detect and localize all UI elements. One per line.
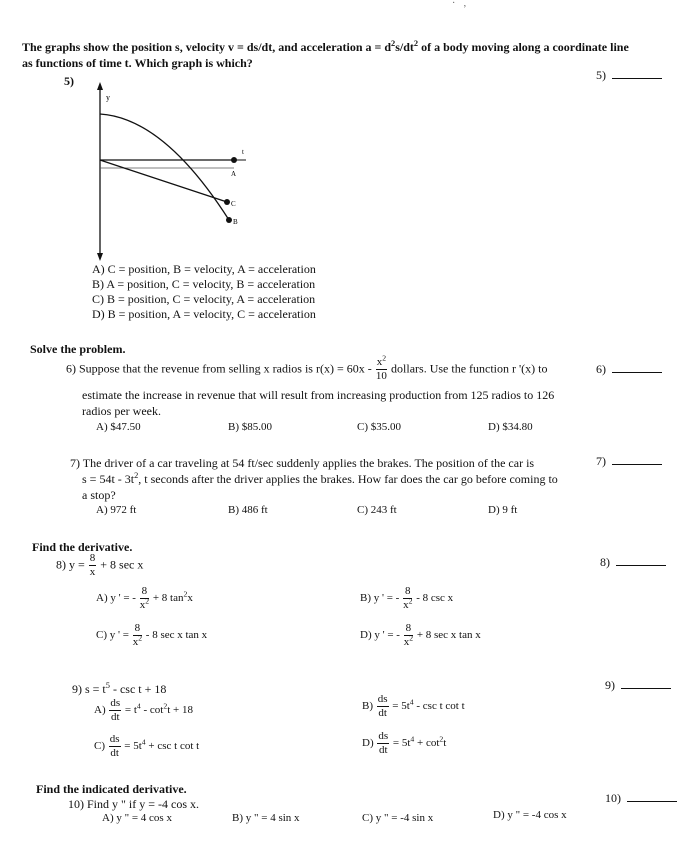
q5-graph (84, 82, 264, 264)
q8-choice-c-num: 8 (134, 622, 141, 634)
q6-fraction (375, 353, 387, 382)
q9-choice-d-mid: + cot (414, 737, 440, 750)
q8-choice-a-label: A) y ' = - (96, 592, 136, 605)
q9-choice-d-sup1: 4 (410, 734, 415, 744)
graph-y-arrow-bottom (97, 253, 103, 261)
q5-choice-c[interactable]: C) B = position, C = velocity, A = acceleration (92, 292, 316, 306)
q9-choice-a-post: t + 18 (167, 704, 193, 717)
q9-choice-b-label: B) (362, 700, 373, 713)
graph-y-arrow-top (97, 82, 103, 90)
header-sup2: 2 (413, 39, 419, 48)
q5-choice-a[interactable]: A) C = position, B = velocity, A = acceleration (92, 262, 316, 276)
q5-answer-blank[interactable] (612, 68, 662, 79)
q8-choice-a-den-sup: 2 (145, 596, 150, 606)
q9-choice-a-sup1: 4 (136, 701, 141, 711)
q7-line1: 7) The driver of a car traveling at 54 ft/sec suddenly applies the brakes. The position of the car is (70, 456, 535, 470)
q7-choice-d[interactable]: D) 9 ft (488, 504, 518, 516)
q9-choice-a-sup2: 2 (163, 701, 168, 711)
q9-choice-a[interactable] (94, 698, 193, 723)
q6-choice-b[interactable]: B) $85.00 (228, 421, 272, 433)
q10-choice-d[interactable]: D) y " = -4 cos x (493, 809, 567, 821)
q8-choice-c-fraction (133, 623, 142, 648)
q8-label: 8) y = (56, 557, 85, 572)
graph-y-label: y (106, 93, 110, 102)
q8-answer-blank[interactable] (616, 555, 666, 566)
q8-choice-a-num: 8 (141, 585, 148, 597)
graph-label-b: B (233, 218, 238, 226)
q9-choice-a-fraction (109, 698, 121, 723)
section-indicated-heading: Find the indicated derivative. (36, 782, 187, 796)
q9-choice-c-sup1: 4 (141, 737, 146, 747)
q5-choice-b[interactable]: B) A = position, C = velocity, B = acceleration (92, 277, 316, 291)
q6-answer-slot (596, 362, 662, 377)
q7-line2 (82, 472, 558, 487)
q5-number: 5) (64, 74, 74, 88)
q9-choice-d-fraction (377, 731, 389, 756)
q8-choice-c-den: x (132, 636, 139, 648)
q8-choice-b-tail: - 8 csc x (416, 592, 454, 605)
q8-choice-b-den-sup: 2 (408, 596, 413, 606)
q9-answer-slot (605, 678, 671, 693)
q8-choice-a-tail-sup: 2 (183, 589, 188, 599)
q8-choice-d[interactable] (360, 623, 481, 648)
q9-stem-post: - csc t + 18 (109, 682, 167, 696)
q8-choice-b-den: x (403, 599, 409, 611)
q8-frac-num: 8 (89, 552, 96, 564)
q9-choice-c-label: C) (94, 740, 105, 753)
q8-frac-den: x (89, 566, 96, 578)
q8-choice-b[interactable] (360, 586, 453, 611)
q8-stem (56, 553, 143, 578)
graph-dot-c (224, 199, 230, 205)
q6-text-post: dollars. Use the function r '(x) to (391, 361, 548, 376)
q7-line2-pre: s = 54t - 3t (82, 472, 135, 486)
graph-t-label: t (242, 148, 244, 156)
header-text-mid: s/dt (395, 40, 414, 54)
q9-choice-c-fraction (109, 734, 121, 759)
q7-line3: a stop? (82, 488, 116, 502)
q9-choice-c-pre: = 5t (124, 740, 142, 753)
q8-choice-b-fraction (403, 586, 412, 611)
q9-stem-pre: 9) s = t (72, 682, 106, 696)
q6-frac-den: 10 (375, 370, 387, 382)
q9-stem (72, 682, 166, 697)
q9-choice-a-pre: = t (124, 704, 137, 717)
q9-choice-a-label: A) (94, 704, 106, 717)
q8-choice-c[interactable] (96, 623, 207, 648)
q9-choice-b-sup1: 4 (409, 697, 414, 707)
q9-choice-a-den: dt (110, 711, 120, 723)
q8-answer-slot (600, 555, 666, 570)
q9-answer-blank[interactable] (621, 678, 671, 689)
q6-line2: estimate the increase in revenue that will result from increasing production from 125 radios to 126 (82, 388, 555, 402)
q10-choice-c[interactable]: C) y " = -4 sin x (362, 812, 434, 824)
q5-choice-d[interactable]: D) B = position, A = velocity, C = acceleration (92, 307, 316, 321)
q7-line2-sup: 2 (134, 471, 139, 480)
q6-choice-c[interactable]: C) $35.00 (357, 421, 401, 433)
q9-choice-c[interactable] (94, 734, 199, 759)
q8-tail: + 8 sec x (100, 557, 144, 572)
q6-frac-num-sup: 2 (382, 353, 387, 363)
q8-choice-d-tail: + 8 sec x tan x (416, 629, 481, 642)
q8-choice-a-tail-pre: + 8 tan (152, 592, 184, 605)
q6-frac-num: x (376, 356, 383, 368)
graph-label-a: A (231, 170, 237, 178)
q8-choice-b-num: 8 (405, 585, 411, 597)
q9-choice-b[interactable] (362, 694, 465, 719)
header-text-post: of a body moving along a coordinate line (418, 40, 629, 54)
page-header-line1 (22, 40, 629, 55)
q8-choice-a[interactable] (96, 586, 193, 611)
q8-choice-c-den-sup: 2 (138, 633, 143, 643)
q7-answer-slot (596, 454, 662, 469)
q9-choice-b-num: ds (377, 693, 388, 705)
page-header-line2: as functions of time t. Which graph is which? (22, 56, 253, 70)
q8-answer-number: 8) (600, 555, 610, 569)
q6-answer-blank[interactable] (612, 362, 662, 373)
q9-choice-a-mid: - cot (140, 704, 164, 717)
q10-stem: 10) Find y " if y = -4 cos x. (68, 797, 199, 811)
q6-choice-d[interactable]: D) $34.80 (488, 421, 533, 433)
header-sup1: 2 (391, 39, 396, 48)
section-solve-heading: Solve the problem. (30, 342, 126, 356)
q8-choice-c-label: C) y ' = (96, 629, 129, 642)
q5-answer-number: 5) (596, 68, 606, 82)
q9-choice-c-den: dt (110, 747, 119, 759)
q8-choice-a-fraction (140, 586, 149, 611)
q9-choice-d[interactable] (362, 731, 446, 756)
q8-choice-b-label: B) y ' = - (360, 592, 400, 605)
q9-choice-a-num: ds (110, 697, 121, 709)
q9-choice-b-pre: = 5t (392, 700, 410, 713)
q6-answer-number: 6) (596, 362, 606, 376)
q9-choice-b-den: dt (378, 707, 387, 719)
q9-choice-b-post: - csc t cot t (413, 700, 465, 713)
q9-choice-b-fraction (377, 694, 389, 719)
q7-line2-post: , t seconds after the driver applies the brakes. How far does the car go before coming to (138, 472, 558, 486)
q6-line1 (66, 353, 548, 382)
stray-mark: · ˙ , (452, 0, 467, 9)
q8-choice-d-fraction (404, 623, 413, 648)
q7-choice-c[interactable]: C) 243 ft (357, 504, 397, 516)
q9-choice-d-den: dt (378, 744, 388, 756)
q9-choice-d-num: ds (378, 730, 389, 742)
q7-choice-b[interactable]: B) 486 ft (228, 504, 268, 516)
q7-answer-blank[interactable] (612, 454, 662, 465)
q8-choice-d-num: 8 (405, 622, 412, 634)
q10-answer-slot (605, 791, 677, 806)
q9-choice-c-post: + csc t cot t (145, 740, 200, 753)
q6-choice-a[interactable]: A) $47.50 (96, 421, 141, 433)
q9-choice-d-sup2: 2 (439, 734, 444, 744)
q7-answer-number: 7) (596, 454, 606, 468)
section-derivative-heading: Find the derivative. (32, 540, 133, 554)
q10-choice-a[interactable]: A) y " = 4 cos x (102, 812, 172, 824)
header-text-pre: The graphs show the position s, velocity v = ds/dt, and acceleration a = d (22, 40, 392, 54)
q9-choice-d-post: t (443, 737, 447, 750)
q8-choice-d-den: x (403, 636, 410, 648)
q5-answer-slot (596, 68, 662, 83)
q10-answer-blank[interactable] (627, 791, 677, 802)
q10-choice-b[interactable]: B) y " = 4 sin x (232, 812, 300, 824)
q8-choice-d-label: D) y ' = - (360, 629, 400, 642)
q6-text-pre: 6) Suppose that the revenue from selling x radios is r(x) = 60x - (66, 361, 372, 376)
q10-answer-number: 10) (605, 791, 621, 805)
q9-choice-d-label: D) (362, 737, 374, 750)
q9-choice-c-num: ds (109, 733, 120, 745)
graph-dot-b (226, 217, 232, 223)
q9-answer-number: 9) (605, 678, 615, 692)
graph-line-c (100, 160, 227, 202)
q8-choice-c-tail: - 8 sec x tan x (145, 629, 208, 642)
q8-fraction (89, 553, 97, 578)
q9-stem-sup: 5 (105, 681, 110, 690)
q7-choice-a[interactable]: A) 972 ft (96, 504, 137, 516)
q6-line3: radios per week. (82, 404, 161, 418)
q8-choice-a-den: x (139, 599, 146, 611)
q8-choice-a-tail-post: x (187, 592, 193, 605)
q8-choice-d-den-sup: 2 (409, 633, 414, 643)
q9-choice-d-pre: = 5t (392, 737, 411, 750)
graph-label-c: C (231, 200, 236, 208)
